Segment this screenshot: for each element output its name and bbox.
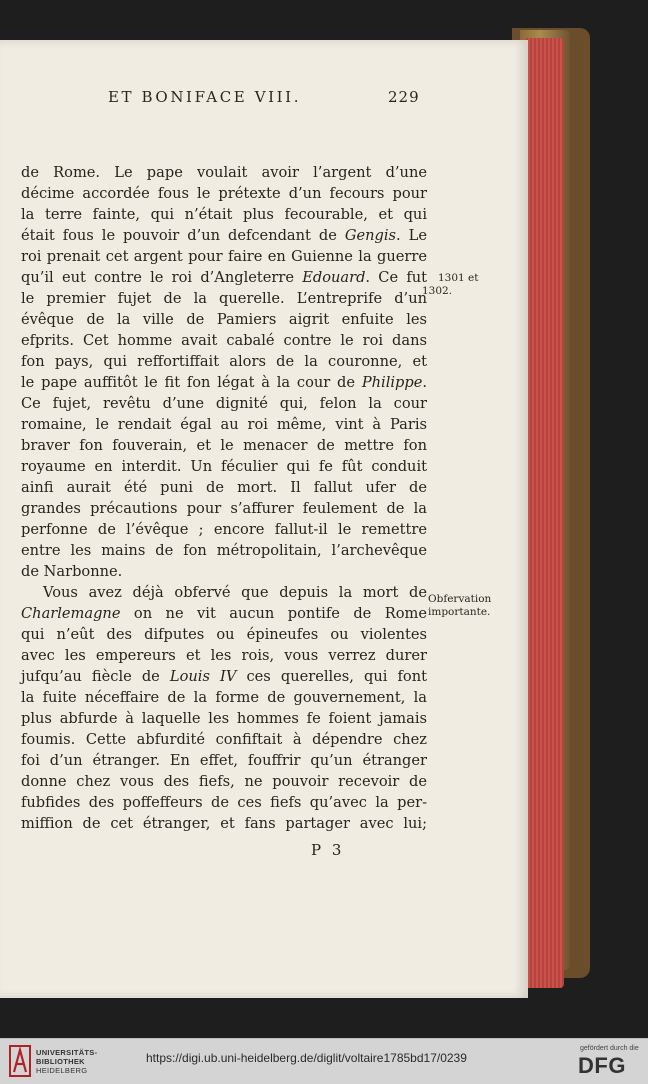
library-name <box>36 1048 97 1075</box>
margin-note-line: Obfervation <box>428 593 492 605</box>
library-name-line: BIBLIOTHEK <box>36 1057 85 1066</box>
text-line: romaine, le rendait égal au roi même, vint à Paris <box>21 416 427 433</box>
text-line: miffion de cet étranger, et fans partager avec lui; <box>21 815 427 832</box>
text-line: décime accordée fous le prétexte d’un fecours pour <box>21 185 427 202</box>
text-line: de Narbonne. <box>21 563 123 580</box>
text-line: le premier fujet de la querelle. L’entreprife d’un <box>21 290 427 307</box>
text-line: foumis. Cette abfurdité confiftait à dépendre chez <box>21 731 427 748</box>
text-line: efprits. Cet homme avait cabalé contre le roi dans <box>21 332 427 349</box>
text-line: plus abfurde à laquelle les hommes fe foient jamais <box>21 710 427 727</box>
signature-mark: P 3 <box>311 841 345 859</box>
body-text <box>21 162 427 834</box>
margin-note-observation <box>428 593 491 619</box>
text-line: jufqu’au fiècle de Louis IV ces querelles, qui font <box>21 668 427 685</box>
funded-by-label: gefördert durch die <box>580 1045 639 1052</box>
margin-note-line: 1301 et <box>438 272 479 284</box>
margin-note-line: importante. <box>428 606 491 618</box>
running-title: ET BONIFACE VIII. <box>108 88 302 106</box>
margin-note-line: 1302. <box>422 285 453 297</box>
text-line: la fuite néceffaire de la forme de gouvernement, la <box>21 689 427 706</box>
text-line: avec les empereurs et les rois, vous verrez durer <box>21 647 427 664</box>
text-line: royaume en interdit. Un féculier qui fe fût conduit <box>21 458 427 475</box>
text-line: entre les mains de fon métropolitain, l’archevêque <box>21 542 427 559</box>
red-page-edges <box>524 38 564 988</box>
text-line: de Rome. Le pape voulait avoir l’argent d’une <box>21 164 427 181</box>
library-logo-icon <box>8 1044 32 1078</box>
text-line: roi prenait cet argent pour faire en Guienne la guerre <box>21 248 427 265</box>
text-line: perfonne de l’évêque ; encore fallut-il le remettre <box>21 521 427 538</box>
library-name-line: HEIDELBERG <box>36 1066 88 1075</box>
text-line: Charlemagne on ne vit aucun pontife de Rome <box>21 605 427 622</box>
text-line: braver fon fouverain, et le menacer de mettre fon <box>21 437 427 454</box>
text-line: fubfides des poffeffeurs de ces fiefs qu’avec la per- <box>21 794 427 811</box>
viewer-footer <box>0 1038 648 1084</box>
text-line: donne chez vous des fiefs, ne pouvoir recevoir de <box>21 773 427 790</box>
text-line: qu’il eut contre le roi d’Angleterre Edouard. Ce fut <box>21 269 427 286</box>
text-line: fon pays, qui reffortiffait alors de la couronne, et <box>21 353 427 370</box>
page-number: 229 <box>388 88 420 106</box>
text-line: était fous le pouvoir d’un defcendant de Gengis. Le <box>21 227 427 244</box>
permalink-url[interactable]: https://digi.ub.uni-heidelberg.de/diglit/voltaire1785bd17/0239 <box>146 1051 467 1065</box>
text-line: qui n’eût des difputes ou épineufes ou violentes <box>21 626 427 643</box>
running-head <box>0 86 528 110</box>
text-line: la terre fainte, qui n’était plus fecourable, et qui <box>21 206 427 223</box>
text-line: grandes précautions pour s’affurer feulement de la <box>21 500 427 517</box>
library-name-line: UNIVERSITÄTS- <box>36 1048 98 1057</box>
text-line: Ce fujet, revêtu d’une dignité qui, felon la cour <box>21 395 427 412</box>
text-line: le pape auffitôt le fit fon légat à la cour de Philippe. <box>21 374 427 391</box>
text-line: foi d’un étranger. En effet, fouffrir qu’un étranger <box>21 752 427 769</box>
text-line: évêque de la ville de Pamiers aigrit enfuite les <box>21 311 427 328</box>
margin-note-dates <box>422 272 479 298</box>
text-line: ainfi aurait été puni de mort. Il fallut ufer de <box>21 479 427 496</box>
text-line: Vous avez déjà obfervé que depuis la mort de <box>43 584 427 601</box>
dfg-logo: DFG <box>578 1053 626 1078</box>
